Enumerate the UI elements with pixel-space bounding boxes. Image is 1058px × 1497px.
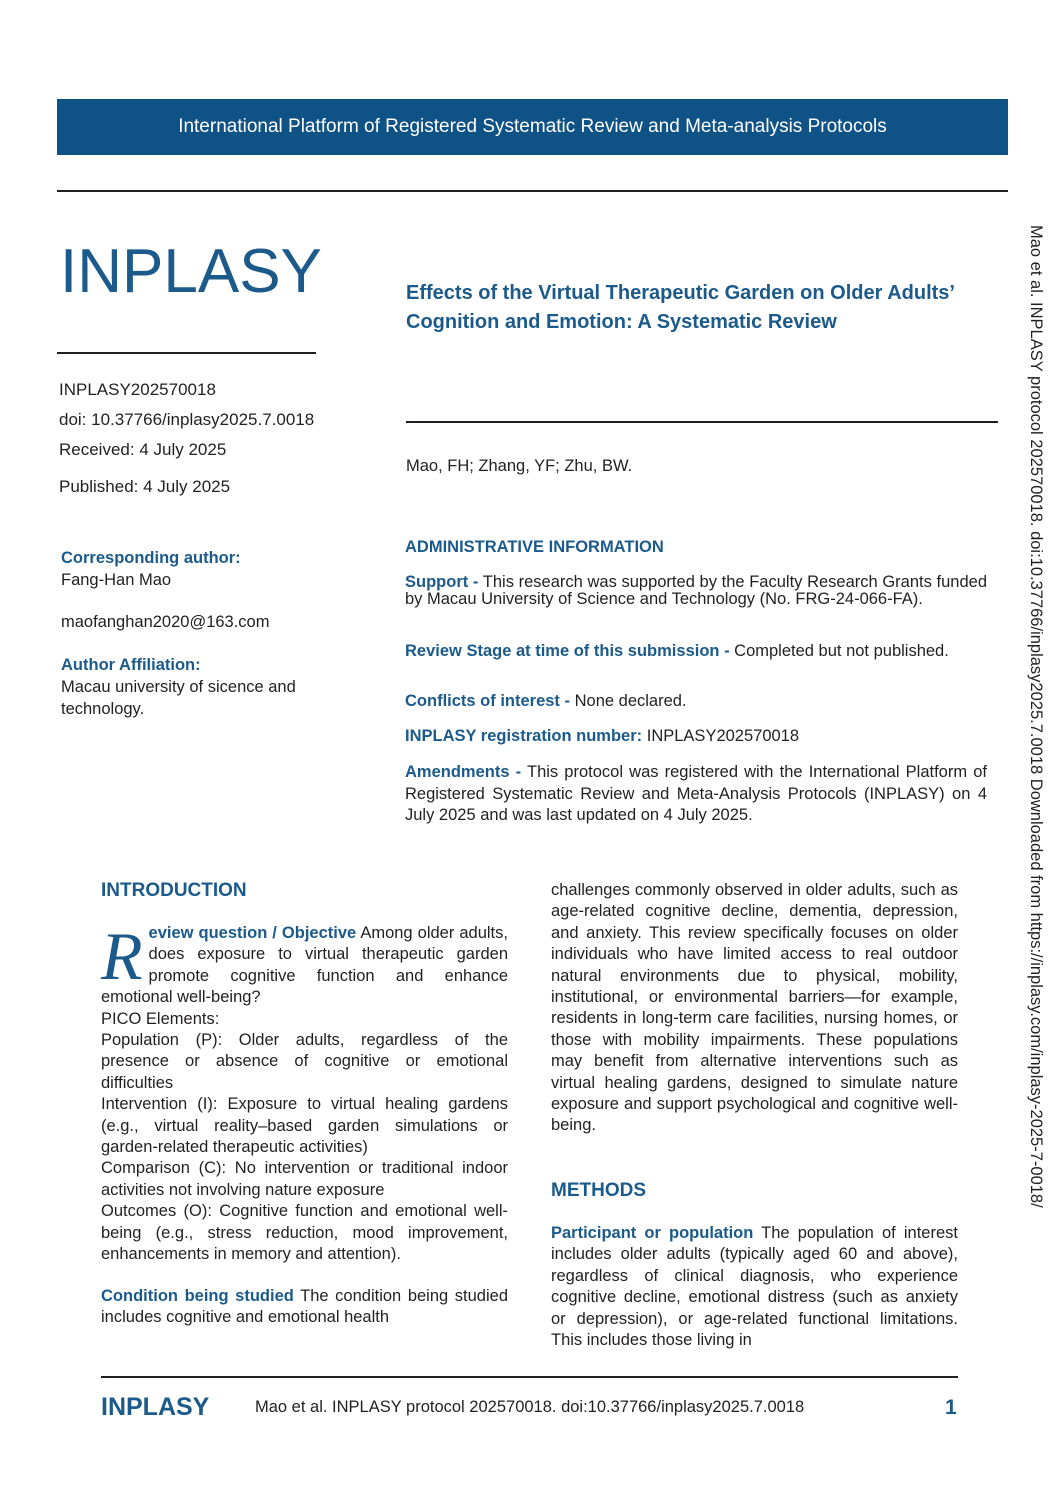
pico-heading: PICO Elements:: [101, 1009, 220, 1028]
review-stage: [405, 643, 987, 660]
amend-label: Amendments -: [405, 763, 522, 781]
title-underline: [406, 421, 998, 423]
stage-text: Completed but not published.: [734, 642, 949, 660]
published-date: Published: 4 July 2025: [59, 477, 231, 496]
header-banner: International Platform of Registered Systematic Review and Meta-analysis Protocols: [57, 99, 1008, 155]
conflicts-label: Conflicts of interest -: [405, 692, 571, 710]
right-body-column: [551, 880, 958, 1137]
introduction-heading: INTRODUCTION: [101, 880, 247, 901]
methods-heading: METHODS: [551, 1180, 646, 1201]
registration-id: INPLASY202570018: [59, 380, 216, 399]
participant-paragraph: [551, 1223, 958, 1351]
pico-population: Population (P): Older adults, regardless of the presence or absence of cognitive or emotional difficulties: [101, 1031, 508, 1092]
paper-title: Effects of the Virtual Therapeutic Garden on Older Adults’ Cognition and Emotion: A Systematic Review: [406, 282, 954, 333]
review-question-label: eview question / Objective: [148, 924, 357, 942]
page-number: 1: [945, 1396, 957, 1419]
corresponding-label: Corresponding author:: [61, 549, 241, 567]
affiliation-label: Author Affiliation:: [61, 656, 201, 674]
left-body-column: [101, 918, 509, 1328]
doi: doi: 10.37766/inplasy2025.7.0018: [59, 410, 315, 429]
support-label: Support -: [405, 573, 479, 591]
regnum-label: INPLASY registration number:: [405, 727, 643, 745]
review-question: [101, 918, 508, 1009]
condition-studied: [101, 1286, 508, 1329]
review-question-text: Among older adults, does exposure to virtual therapeutic garden promote cognitive function and enhance emotional well-being?: [101, 924, 508, 1007]
condition-text: The condition being studied includes cognitive and emotional health: [101, 1286, 509, 1326]
footer-citation: Mao et al. INPLASY protocol 202570018. doi:10.37766/inplasy2025.7.0018: [255, 1398, 805, 1416]
received-date: Received: 4 July 2025: [59, 440, 227, 459]
amendments-info: [405, 762, 987, 827]
participant-label: Participant or population: [551, 1224, 754, 1242]
pico-outcomes: Outcomes (O): Cognitive function and emotional well-being (e.g., stress reduction, mood improvement, enhancements in memory and attention).: [101, 1202, 508, 1264]
conflicts-info: [405, 693, 987, 710]
author-affiliation: [61, 654, 331, 720]
regnum-text: INPLASY202570018: [646, 727, 800, 745]
condition-continuation: challenges commonly observed in older adults, such as age-related cognitive decline, dementia, depression, and anxiety. This review specifically focuses on older individuals who have limited access to real outdoor natural environments due to physical, mobility, institutional, or environmental barriers—for example, residents in long-term care facilities, nursing homes, or those with mobility impairments. These populations may benefit from alternative interventions such as virtual healing gardens, designed to simulate nature exposure and support psychological and cognitive well-being.: [551, 881, 958, 1135]
condition-label: Condition being studied: [101, 1286, 294, 1305]
footer-logo: INPLASY: [101, 1393, 210, 1421]
footer-divider: [101, 1376, 958, 1378]
participant-text: The population of interest includes older adults (typically aged 60 and above), regardless of clinical diagnosis, who experience cognitive decline, emotional distress (such as anxiety or depression), or age-related functional limitations. This includes those living in: [551, 1224, 958, 1350]
corresponding-email: maofanghan2020@163.com: [61, 613, 270, 631]
admin-heading: ADMINISTRATIVE INFORMATION: [405, 538, 664, 556]
stage-label: Review Stage at time of this submission -: [405, 642, 730, 660]
dropcap-letter: R: [101, 918, 143, 994]
vertical-citation: Mao et al. INPLASY protocol 202570018. doi:10.37766/inplasy2025.7.0018 Downloaded from https://inplasy.com/inplasy-2025-7-0018/: [1027, 225, 1045, 1208]
affiliation-text: Macau university of sicence and technology.: [61, 678, 296, 718]
registration-number: [405, 728, 987, 745]
support-info: [405, 574, 987, 608]
corresponding-author: [61, 547, 331, 633]
participant-section: [551, 1223, 958, 1351]
conflicts-text: None declared.: [574, 692, 687, 710]
amend-text: This protocol was registered with the International Platform of Registered Systematic Review and Meta-Analysis Protocols (INPLASY) on 4 July 2025 and was last updated on 4 July 2025.: [405, 763, 987, 824]
author-list: Mao, FH; Zhang, YF; Zhu, BW.: [406, 457, 633, 475]
pico-intervention: Intervention (I): Exposure to virtual healing gardens (e.g., virtual reality–based garden simulations or garden-related therapeutic activities): [101, 1095, 508, 1157]
logo-underline: [57, 352, 316, 354]
inplasy-logo: INPLASY: [60, 237, 322, 306]
corresponding-name: Fang-Han Mao: [61, 571, 172, 589]
header-divider: [57, 190, 1008, 192]
support-text: This research was supported by the Faculty Research Grants funded by Macau University of Science and Technology (No. FRG-24-066-FA).: [405, 573, 987, 608]
pico-comparison: Comparison (C): No intervention or traditional indoor activities not involving nature exposure: [101, 1159, 508, 1199]
